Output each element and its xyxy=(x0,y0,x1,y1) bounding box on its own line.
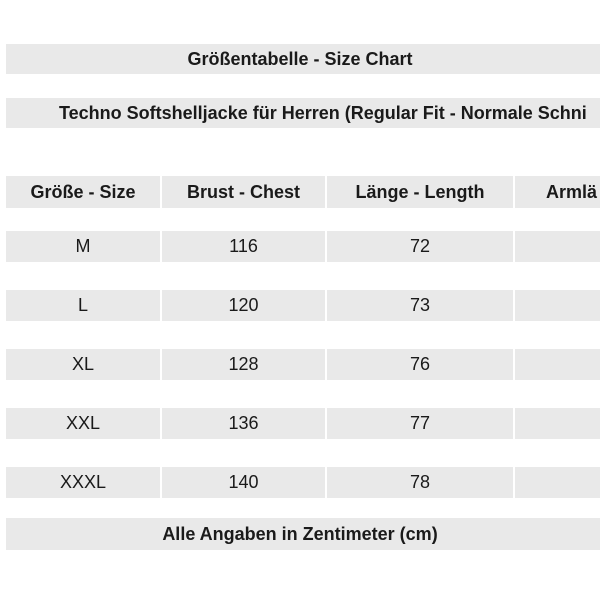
page-title: Größentabelle - Size Chart xyxy=(187,49,413,69)
cell-arm xyxy=(515,467,600,498)
cell-arm xyxy=(515,408,600,439)
cell-chest: 140 xyxy=(228,472,259,492)
column-header-size: Größe - Size xyxy=(30,181,136,202)
cell-chest: 120 xyxy=(228,295,259,315)
column-header-chest: Brust - Chest xyxy=(186,181,300,202)
cell-size: XXXL xyxy=(59,472,107,492)
table-row xyxy=(6,408,600,439)
cell-chest: 136 xyxy=(228,413,259,433)
cell-arm xyxy=(515,231,600,262)
cell-arm xyxy=(515,349,600,380)
cell-size: XL xyxy=(71,354,95,374)
cell-size: XXL xyxy=(65,413,101,433)
cell-length: 73 xyxy=(409,295,431,315)
table-row xyxy=(6,290,600,321)
cell-length: 77 xyxy=(409,413,431,433)
cell-chest: 116 xyxy=(229,236,258,256)
cell-length: 76 xyxy=(409,354,431,374)
cell-arm xyxy=(515,290,600,321)
column-header-length: Länge - Length xyxy=(355,181,485,202)
cell-length: 72 xyxy=(409,236,431,256)
table-row xyxy=(6,231,600,262)
table-row xyxy=(6,467,600,498)
cell-size: L xyxy=(77,295,88,315)
table-header xyxy=(6,176,600,208)
cell-size: M xyxy=(75,236,91,256)
product-subtitle: Techno Softshelljacke für Herren (Regular Fit - Normale Schni xyxy=(59,103,587,123)
cell-chest: 128 xyxy=(228,354,259,374)
column-header-arm: Armlä xyxy=(546,181,598,202)
cell-length: 78 xyxy=(409,472,431,492)
unit-note: Alle Angaben in Zentimeter (cm) xyxy=(162,524,438,544)
table-row xyxy=(6,349,600,380)
